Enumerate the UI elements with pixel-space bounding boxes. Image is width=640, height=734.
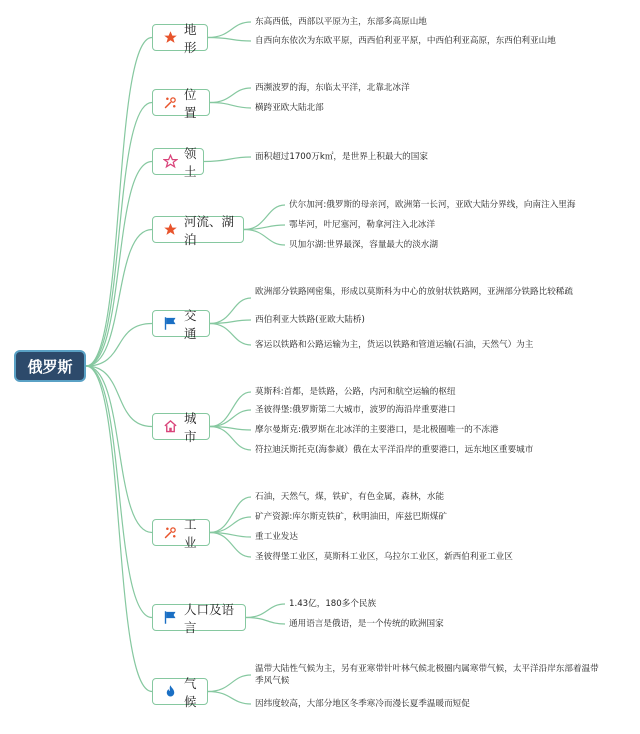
topic-node[interactable]: [152, 601, 246, 635]
home-icon: [163, 419, 178, 435]
root-label: 俄罗斯: [27, 357, 73, 376]
connector-line: [244, 225, 285, 230]
connector-line: [86, 162, 152, 367]
connector-line: [86, 38, 152, 367]
topic-label: 气候: [184, 675, 197, 709]
leaf-text: 西濒波罗的海，东临太平洋，北靠北冰洋: [255, 83, 410, 93]
leaf-text: 符拉迪沃斯托克(海参崴）俄在太平洋沿岸的重要港口，远东地区重要城市: [255, 445, 534, 455]
connector-line: [208, 692, 251, 705]
leaf-text: 面积超过1700万k㎡，是世界上积最大的国家: [255, 152, 428, 162]
leaf-text: 圣彼得堡:俄罗斯第二大城市，波罗的海沿岸重要港口: [255, 405, 456, 415]
topic-label: 领土: [184, 145, 197, 179]
topic-node[interactable]: [152, 145, 204, 179]
leaf-text: 自西向东依次为东欧平原，西西伯利亚平原，中西伯利亚高原，东西伯利亚山地: [255, 36, 556, 46]
leaf-text: 鄂毕河，叶尼塞河，勒拿河注入北冰洋: [289, 220, 436, 230]
tools-icon: [163, 525, 178, 541]
flag-icon: [163, 610, 178, 626]
leaf-text: 横跨亚欧大陆北部: [255, 103, 324, 113]
leaf-text: 重工业发达: [255, 532, 298, 542]
connector-line: [204, 157, 251, 162]
connector-line: [86, 366, 152, 618]
connector-line: [86, 103, 152, 367]
topic-node[interactable]: [152, 307, 210, 341]
leaf-text: 摩尔曼斯克:俄罗斯在北冰洋的主要港口，是北极圈唯一的不冻港: [255, 425, 499, 435]
star-icon: [163, 222, 178, 238]
connector-line: [208, 675, 251, 692]
topic-label: 位置: [184, 86, 197, 120]
topic-node[interactable]: [152, 21, 208, 55]
topic-label: 人口及语言: [184, 601, 235, 635]
root-node[interactable]: [14, 350, 86, 382]
connector-line: [210, 517, 251, 533]
leaf-text: 东高西低，西部以平原为主，东部多高原山地: [255, 17, 427, 27]
tools-icon: [163, 95, 178, 111]
leaf-text: 莫斯科:首都，是铁路，公路，内河和航空运输的枢纽: [255, 387, 456, 397]
leaf-text: 圣彼得堡工业区，莫斯科工业区，乌拉尔工业区，新西伯利亚工业区: [255, 552, 513, 562]
flag-icon: [163, 316, 178, 332]
leaf-text: 矿产资源:库尔斯克铁矿，秋明油田，库兹巴斯煤矿: [255, 512, 447, 522]
topic-node[interactable]: [152, 516, 210, 550]
connector-line: [246, 604, 285, 618]
leaf-text: 石油，天然气，煤，铁矿，有色金属，森林，水能: [255, 492, 445, 502]
topic-node[interactable]: [152, 675, 208, 709]
topic-label: 工业: [184, 516, 197, 550]
connector-line: [244, 230, 285, 246]
star-icon: [163, 30, 178, 46]
connector-line: [208, 38, 251, 42]
leaf-text: 贝加尔湖:世界最深，容量最大的淡水湖: [289, 240, 438, 250]
fire-icon: [163, 684, 178, 700]
leaf-text: 通用语言是俄语，是一个传统的欧洲国家: [289, 619, 444, 629]
leaf-text: 1.43亿，180多个民族: [289, 599, 377, 609]
leaf-text: 欧洲部分铁路网密集，形成以莫斯科为中心的放射状铁路网，亚洲部分铁路比较稀疏: [255, 287, 573, 297]
connector-line: [210, 497, 251, 533]
topic-node[interactable]: [152, 86, 210, 120]
leaf-text: 伏尔加河:俄罗斯的母亲河，欧洲第一长河，亚欧大陆分界线，向南注入里海: [289, 200, 576, 210]
star-outline-icon: [163, 154, 178, 170]
connector-line: [210, 392, 251, 427]
connector-line: [210, 320, 251, 324]
topic-label: 河流、湖泊: [184, 213, 235, 247]
leaf-text: 因纬度较高，大部分地区冬季寒冷而漫长夏季温暖而短促: [255, 699, 470, 709]
topic-node[interactable]: [152, 213, 244, 247]
leaf-text: 西伯利亚大铁路(亚欧大陆桥): [255, 315, 365, 325]
connector-line: [208, 22, 251, 38]
leaf-text: 温带大陆性气候为主，另有亚寒带针叶林气候北极圈内属寒带气候，太平洋沿岸东部着温带季风气候: [255, 664, 599, 686]
connector-line: [210, 103, 251, 109]
connector-line: [210, 88, 251, 103]
connector-line: [86, 366, 152, 533]
topic-node[interactable]: [152, 410, 210, 444]
connector-line: [246, 618, 285, 625]
topic-label: 交通: [184, 307, 197, 341]
topic-label: 城市: [184, 410, 197, 444]
topic-label: 地形: [184, 21, 197, 55]
leaf-text: 客运以铁路和公路运输为主，货运以铁路和管道运输(石油，天然气）为主: [255, 340, 534, 350]
connector-line: [210, 324, 251, 346]
